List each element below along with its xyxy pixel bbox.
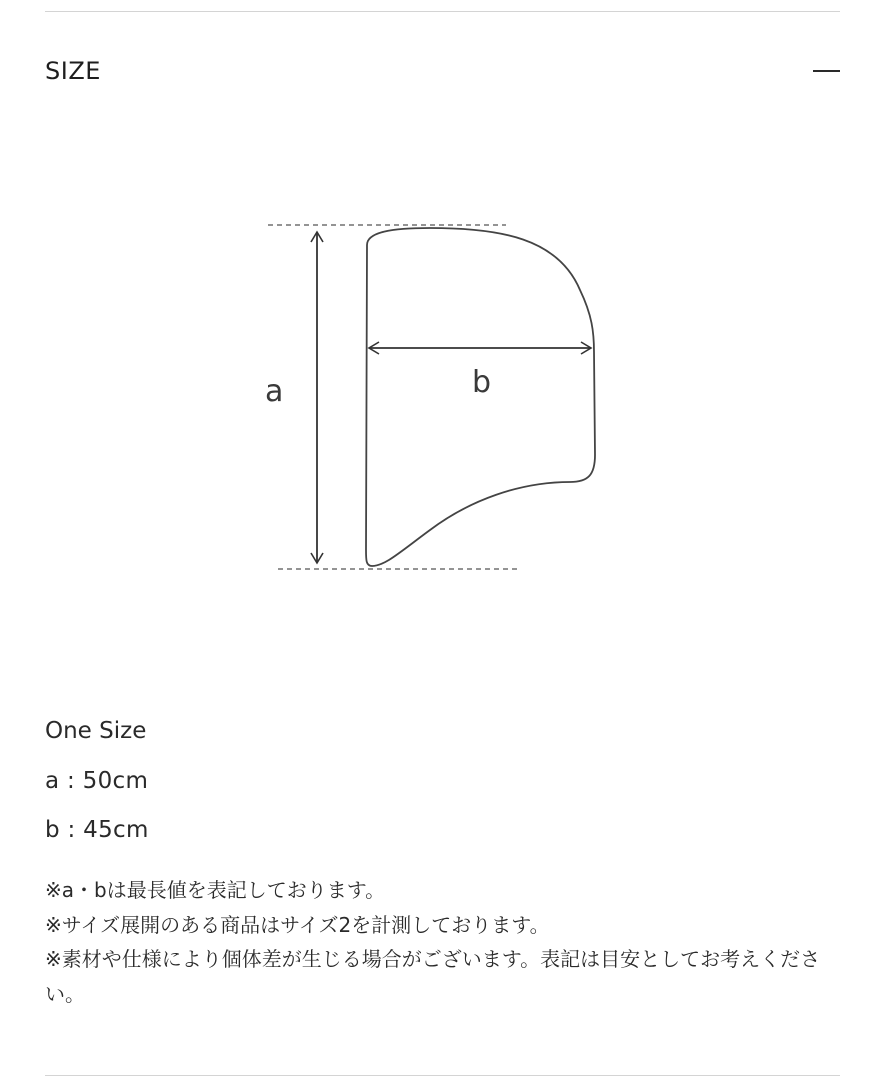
size-name: One Size <box>45 718 147 744</box>
note-item: ※サイズ展開のある商品はサイズ2を計測しております。 <box>45 912 550 937</box>
dimension-a-label: a <box>265 374 284 409</box>
section-title: SIZE <box>45 57 101 85</box>
size-notes <box>45 873 845 1011</box>
note-item: ※a・bは最長値を表記しております。 <box>45 878 386 902</box>
dimension-b-label: b <box>472 365 492 400</box>
bottom-divider <box>45 1075 840 1076</box>
dimension-b-value: b : 45cm <box>45 817 149 843</box>
dimension-a-value: a : 50cm <box>45 768 149 794</box>
note-item: ※素材や仕様により個体差が生じる場合がございます。表記は目安としてお考えください。 <box>45 947 821 1006</box>
